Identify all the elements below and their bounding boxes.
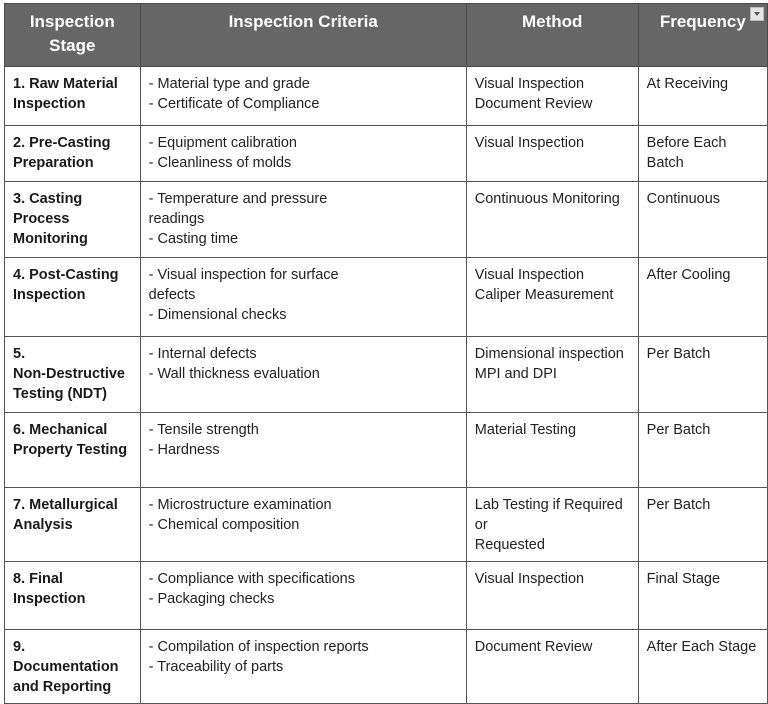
table-row xyxy=(5,182,768,258)
cell-inspection-criteria-line: - Compilation of inspection reports xyxy=(148,639,369,655)
cell-inspection-criteria-line: - Traceability of parts xyxy=(148,659,284,675)
filter-dropdown-icon[interactable] xyxy=(750,7,764,21)
cell-inspection-stage-line: Preparation xyxy=(13,155,94,171)
cell-inspection-criteria-line: - Packaging checks xyxy=(148,591,275,607)
header-label: Method xyxy=(521,12,583,31)
table-row xyxy=(5,413,768,488)
cell-method xyxy=(466,67,638,126)
cell-frequency-text: At Receiving xyxy=(646,76,729,92)
cell-inspection-criteria xyxy=(140,413,466,488)
cell-frequency-text: After Each Stage xyxy=(646,639,757,655)
cell-frequency-text: Per Batch xyxy=(646,497,711,513)
cell-method-line: Caliper Measurement xyxy=(474,287,614,303)
cell-method-line: Document Review xyxy=(474,96,593,112)
table-row xyxy=(5,126,768,182)
cell-inspection-stage-line: Inspection xyxy=(13,287,86,303)
table-body xyxy=(5,67,768,704)
cell-inspection-criteria xyxy=(140,562,466,630)
cell-inspection-stage-line: 7. Metallurgical xyxy=(13,497,118,513)
cell-method-line: Continuous Monitoring xyxy=(474,191,620,207)
header-inspection-criteria xyxy=(140,4,466,67)
cell-frequency xyxy=(638,413,767,488)
cell-inspection-criteria xyxy=(140,630,466,704)
cell-frequency-text: Final Stage xyxy=(646,571,721,587)
header-label: Inspection Stage xyxy=(29,12,115,55)
cell-inspection-criteria-line: - Casting time xyxy=(148,231,239,247)
cell-inspection-criteria xyxy=(140,258,466,337)
cell-inspection-criteria-line: - Material type and grade xyxy=(148,76,310,92)
cell-inspection-stage-line: 3. Casting xyxy=(13,191,83,207)
cell-inspection-criteria-line: - Microstructure examination xyxy=(148,497,332,513)
cell-frequency-text: Continuous xyxy=(646,191,721,207)
cell-inspection-stage-line: 8. Final xyxy=(13,571,63,587)
cell-method-line: Document Review xyxy=(474,639,593,655)
header-label: Inspection Criteria xyxy=(228,12,378,31)
cell-inspection-criteria xyxy=(140,67,466,126)
cell-frequency-text: Before Each Batch xyxy=(646,135,727,171)
cell-method xyxy=(466,258,638,337)
inspection-table-container xyxy=(4,3,768,704)
cell-inspection-stage xyxy=(5,182,141,258)
cell-inspection-stage xyxy=(5,488,141,562)
cell-inspection-stage xyxy=(5,413,141,488)
cell-inspection-stage-line: 9. Documentation xyxy=(13,639,119,675)
cell-inspection-stage-line: 5. xyxy=(13,346,26,362)
cell-frequency-text: Per Batch xyxy=(646,346,711,362)
cell-method-line: MPI and DPI xyxy=(474,366,557,382)
cell-inspection-criteria-line: defects xyxy=(148,287,196,303)
cell-frequency xyxy=(638,562,767,630)
cell-inspection-stage-line: Inspection xyxy=(13,591,86,607)
cell-inspection-criteria-line: - Temperature and pressure xyxy=(148,191,328,207)
cell-method-line: Visual Inspection xyxy=(474,571,585,587)
cell-inspection-criteria-line: - Hardness xyxy=(148,442,220,458)
cell-method-line: Dimensional inspection xyxy=(474,346,624,362)
cell-inspection-stage-line: Monitoring xyxy=(13,231,88,247)
cell-inspection-stage-line: Inspection xyxy=(13,96,86,112)
cell-inspection-criteria xyxy=(140,488,466,562)
cell-method xyxy=(466,337,638,413)
table-row xyxy=(5,337,768,413)
cell-inspection-stage-line: Property Testing xyxy=(13,442,128,458)
cell-method xyxy=(466,182,638,258)
cell-frequency xyxy=(638,126,767,182)
cell-inspection-stage-line: and Reporting xyxy=(13,679,112,695)
table-row xyxy=(5,630,768,704)
cell-inspection-stage-line: 1. Raw Material xyxy=(13,76,118,92)
table-row xyxy=(5,258,768,337)
cell-inspection-stage xyxy=(5,337,141,413)
cell-frequency xyxy=(638,488,767,562)
cell-method-line: Visual Inspection xyxy=(474,76,585,92)
cell-inspection-criteria-line: - Cleanliness of molds xyxy=(148,155,292,171)
cell-method xyxy=(466,488,638,562)
cell-inspection-stage-line: 2. Pre-Casting xyxy=(13,135,111,151)
cell-inspection-stage xyxy=(5,562,141,630)
cell-inspection-stage xyxy=(5,630,141,704)
cell-method-line: Visual Inspection xyxy=(474,267,585,283)
cell-inspection-criteria-line: - Wall thickness evaluation xyxy=(148,366,320,382)
cell-method xyxy=(466,413,638,488)
cell-inspection-criteria-line: - Chemical composition xyxy=(148,517,300,533)
cell-inspection-criteria xyxy=(140,337,466,413)
table-row xyxy=(5,562,768,630)
cell-frequency xyxy=(638,630,767,704)
cell-inspection-stage-line: 4. Post-Casting xyxy=(13,267,119,283)
table-row xyxy=(5,67,768,126)
cell-inspection-stage xyxy=(5,126,141,182)
cell-inspection-stage xyxy=(5,258,141,337)
cell-method-line: Lab Testing if Required or xyxy=(474,497,623,533)
cell-inspection-criteria-line: - Certificate of Compliance xyxy=(148,96,320,112)
cell-frequency-text: After Cooling xyxy=(646,267,731,283)
cell-inspection-criteria-line: - Dimensional checks xyxy=(148,307,287,323)
cell-method xyxy=(466,630,638,704)
cell-method-line: Material Testing xyxy=(474,422,577,438)
cell-frequency-text: Per Batch xyxy=(646,422,711,438)
inspection-table xyxy=(4,3,768,704)
cell-frequency xyxy=(638,182,767,258)
cell-inspection-stage-line: Analysis xyxy=(13,517,73,533)
header-label: Frequency xyxy=(659,12,746,31)
cell-inspection-stage-line: 6. Mechanical xyxy=(13,422,108,438)
cell-method xyxy=(466,562,638,630)
cell-inspection-stage xyxy=(5,67,141,126)
table-header-row xyxy=(5,4,768,67)
cell-inspection-criteria-line: - Internal defects xyxy=(148,346,257,362)
cell-inspection-criteria-line: readings xyxy=(148,211,205,227)
cell-frequency xyxy=(638,337,767,413)
cell-frequency xyxy=(638,67,767,126)
cell-inspection-criteria-line: - Visual inspection for surface xyxy=(148,267,339,283)
cell-inspection-stage-line: Testing (NDT) xyxy=(13,386,107,402)
cell-inspection-criteria-line: - Compliance with specifications xyxy=(148,571,355,587)
header-inspection-stage xyxy=(5,4,141,67)
cell-inspection-criteria xyxy=(140,182,466,258)
header-method xyxy=(466,4,638,67)
header-frequency xyxy=(638,4,767,67)
cell-method-line: Requested xyxy=(474,537,545,553)
table-row xyxy=(5,488,768,562)
cell-inspection-stage-line: Process xyxy=(13,211,70,227)
cell-frequency xyxy=(638,258,767,337)
cell-inspection-stage-line: Non-Destructive xyxy=(13,366,125,382)
cell-inspection-criteria xyxy=(140,126,466,182)
cell-inspection-criteria-line: - Tensile strength xyxy=(148,422,259,438)
cell-method-line: Visual Inspection xyxy=(474,135,585,151)
cell-method xyxy=(466,126,638,182)
cell-inspection-criteria-line: - Equipment calibration xyxy=(148,135,297,151)
